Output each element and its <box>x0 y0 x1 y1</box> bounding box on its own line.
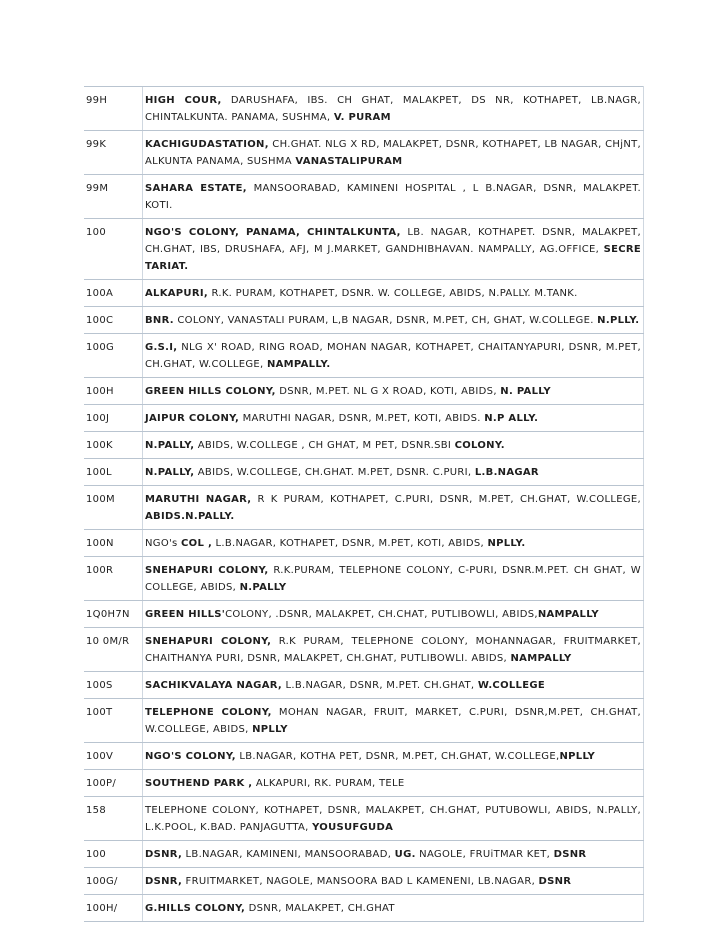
route-stop-highlight: N.P ALLY. <box>484 413 539 424</box>
route-stop-highlight: DSNR <box>553 849 587 860</box>
route-table <box>84 86 644 922</box>
route-stop-text: R.K PURAM, TELEPHONE COLONY, MOHANNAGAR, FRUITMARKET, CHAITHANYA PURI, DSNR, MALAKPET, CH.GHAT, PUTLIBOWLI. ABIDS, <box>145 636 641 664</box>
route-stops <box>143 307 644 334</box>
route-stop-highlight: N.PALLY, <box>145 467 195 478</box>
route-stop-highlight: SAHARA ESTATE, <box>145 183 247 194</box>
route-stop-highlight: COL , <box>181 538 213 549</box>
route-stop-text: FRUITMARKET, NAGOLE, MANSOORA BAD L KAMENENI, LB.NAGAR, <box>182 876 539 887</box>
route-number: 100R <box>84 557 143 601</box>
route-row <box>84 280 644 307</box>
route-row <box>84 405 644 432</box>
route-stop-text: NGO's <box>145 538 182 549</box>
route-stop-highlight: TELEPHONE COLONY, <box>145 707 272 718</box>
route-row <box>84 868 644 895</box>
route-number: 1Q0H7N <box>84 601 143 628</box>
route-stop-highlight: GREEN HILLS COLONY, <box>145 386 276 397</box>
route-stop-text: DARUSHAFA, IBS. CH GHAT, MALAKPET, DS NR, KOTHAPET, LB.NAGR, CHINTALKUNTA. PANAMA, SUSHMA, <box>145 95 641 123</box>
route-stop-highlight: DSNR, <box>145 849 183 860</box>
route-stops <box>143 280 644 307</box>
route-stop-highlight: SOUTHEND PARK , <box>145 778 253 789</box>
route-stop-text: CH.GHAT. NLG X RD, MALAKPET, DSNR, KOTHAPET, LB NAGAR, CHjNT, ALKUNTA PANAMA, SUSHMA <box>145 139 641 167</box>
route-stops <box>143 175 644 219</box>
route-stops <box>143 459 644 486</box>
route-stop-highlight: MARUTHI NAGAR, <box>145 494 252 505</box>
route-stop-text: NAGOLE, FRUiTMAR KET, <box>415 849 554 860</box>
route-stop-highlight: N. PALLY <box>500 386 551 397</box>
route-number: 100H <box>84 378 143 405</box>
route-stops <box>143 334 644 378</box>
route-stop-highlight: NAMPALLY <box>537 609 599 620</box>
route-number: 100T <box>84 699 143 743</box>
route-stop-text: DSNR, MALAKPET, CH.GHAT <box>245 903 395 914</box>
route-number: 99H <box>84 87 143 131</box>
route-stop-text: R.K. PURAM, KOTHAPET, DSNR. W. COLLEGE, ABIDS, N.PALLY. M.TANK. <box>207 288 578 299</box>
route-stop-highlight: V. PURAM <box>333 112 391 123</box>
route-stops <box>143 797 644 841</box>
route-stops <box>143 699 644 743</box>
route-number: 100P/ <box>84 770 143 797</box>
route-stop-highlight: COLONY. <box>454 440 505 451</box>
route-row <box>84 743 644 770</box>
route-row <box>84 432 644 459</box>
route-stops <box>143 557 644 601</box>
route-row <box>84 530 644 557</box>
route-stop-text: MARUTHI NAGAR, DSNR, M.PET, KOTI, ABIDS. <box>239 413 485 424</box>
route-stops <box>143 87 644 131</box>
route-number: 100N <box>84 530 143 557</box>
route-row <box>84 797 644 841</box>
route-stops <box>143 743 644 770</box>
route-stops <box>143 601 644 628</box>
route-row <box>84 459 644 486</box>
route-stop-highlight: N.PLLY. <box>597 315 640 326</box>
route-stops <box>143 432 644 459</box>
route-stop-highlight: YOUSUFGUDA <box>312 822 394 833</box>
route-row <box>84 486 644 530</box>
route-stop-highlight: JAIPUR COLONY, <box>145 413 240 424</box>
route-stops <box>143 405 644 432</box>
route-stop-highlight: DSNR, <box>145 876 183 887</box>
route-row <box>84 175 644 219</box>
route-stops <box>143 530 644 557</box>
route-row <box>84 628 644 672</box>
route-row <box>84 131 644 175</box>
route-stop-highlight: NGO'S COLONY, <box>145 751 236 762</box>
route-row <box>84 307 644 334</box>
route-stop-highlight: HIGH COUR, <box>145 95 222 106</box>
route-number: 100C <box>84 307 143 334</box>
route-stop-text: R K PURAM, KOTHAPET, C.PURI, DSNR, M.PET, CH.GHAT, W.COLLEGE, <box>251 494 641 505</box>
route-stops <box>143 868 644 895</box>
route-number: 100H/ <box>84 895 143 922</box>
route-stops <box>143 378 644 405</box>
route-document <box>84 86 644 922</box>
route-stop-highlight: SECRE TARIAT. <box>145 244 641 272</box>
route-row <box>84 699 644 743</box>
route-stop-text: COLONY, .DSNR, MALAKPET, CH.CHAT, PUTLIBOWLI, ABIDS, <box>225 609 538 620</box>
route-stop-highlight: G.HILLS COLONY, <box>145 903 246 914</box>
route-stop-highlight: G.S.I, <box>145 342 178 353</box>
route-row <box>84 895 644 922</box>
route-stops <box>143 672 644 699</box>
route-stop-highlight: BNR. <box>145 315 174 326</box>
route-stop-highlight: NAMPALLY. <box>266 359 331 370</box>
route-row <box>84 770 644 797</box>
route-stops <box>143 841 644 868</box>
route-stop-text: L.B.NAGAR, DSNR, M.PET. CH.GHAT, <box>282 680 478 691</box>
route-stop-text: LB. NAGAR, KOTHAPET. DSNR, MALAKPET, CH.GHAT, IBS, DRUSHAFA, AFJ, M J.MARKET, GANDHIBHAVAN. NAMPALLY, AG.OFFICE, <box>145 227 641 255</box>
route-stop-text: COLONY, VANASTALI PURAM, L,B NAGAR, DSNR, M.PET, CH, GHAT, W.COLLEGE. <box>173 315 598 326</box>
route-stop-highlight: SNEHAPURI COLONY, <box>145 565 269 576</box>
route-number: 100G/ <box>84 868 143 895</box>
route-stop-text: LB.NAGAR, KOTHA PET, DSNR, M.PET, CH.GHAT, W.COLLEGE, <box>235 751 560 762</box>
route-number: 100G <box>84 334 143 378</box>
route-number: 99K <box>84 131 143 175</box>
route-stop-highlight: VANASTALIPURAM <box>295 156 403 167</box>
route-stop-highlight: NAMPALLY <box>510 653 572 664</box>
route-number: 100V <box>84 743 143 770</box>
route-number: 100K <box>84 432 143 459</box>
route-row <box>84 334 644 378</box>
route-stop-highlight: SACHIKVALAYA NAGAR, <box>145 680 283 691</box>
route-stop-text: ABIDS, W.COLLEGE, CH.GHAT. M.PET, DSNR. C.PURI, <box>194 467 475 478</box>
route-number: 158 <box>84 797 143 841</box>
route-stop-highlight: KACHIGUDASTATION, <box>145 139 269 150</box>
route-stop-text: L.B.NAGAR, KOTHAPET, DSNR, M.PET, KOTI, ABIDS, <box>212 538 488 549</box>
route-stop-highlight: ABIDS.N.PALLY. <box>145 511 235 522</box>
route-stop-highlight: DSNR <box>538 876 572 887</box>
route-stop-text: MOHAN NAGAR, FRUIT, MARKET, C.PURI, DSNR,M.PET, CH.GHAT, W.COLLEGE, ABIDS, <box>145 707 641 735</box>
route-number: 100S <box>84 672 143 699</box>
route-stops <box>143 628 644 672</box>
route-row <box>84 557 644 601</box>
route-stop-text: NLG X' ROAD, RING ROAD, MOHAN NAGAR, KOTHAPET, CHAITANYAPURI, DSNR, M.PET, CH.GHAT, W.COLLEGE, <box>145 342 641 370</box>
route-stop-highlight: N.PALLY, <box>145 440 195 451</box>
route-number: 100A <box>84 280 143 307</box>
route-stop-text: R.K.PURAM, TELEPHONE COLONY, C-PURI, DSNR.M.PET. CH GHAT, W COLLEGE, ABIDS, <box>145 565 641 593</box>
route-stop-highlight: NPLLY <box>252 724 288 735</box>
route-number: 100L <box>84 459 143 486</box>
route-stop-highlight: N.PALLY <box>239 582 287 593</box>
route-stop-text: ALKAPURI, RK. PURAM, TELE <box>252 778 405 789</box>
route-row <box>84 841 644 868</box>
route-stop-highlight: UG. <box>394 849 416 860</box>
route-stops <box>143 219 644 280</box>
route-stop-text: TELEPHONE COLONY, KOTHAPET, DSNR, MALAKPET, CH.GHAT, PUTUBOWLI, ABIDS, N.PALLY, L.K.POOL, K.BAD. PANJAGUTTA, <box>145 805 641 833</box>
route-number: 100 <box>84 219 143 280</box>
route-number: 100M <box>84 486 143 530</box>
route-stops <box>143 895 644 922</box>
route-stop-text: LB.NAGAR, KAMINENI, MANSOORABAD, <box>182 849 395 860</box>
route-stop-highlight: NPLLY. <box>487 538 526 549</box>
route-stop-highlight: ALKAPURI, <box>145 288 208 299</box>
route-row <box>84 672 644 699</box>
route-row <box>84 378 644 405</box>
route-number: 99M <box>84 175 143 219</box>
route-stop-text: ABIDS, W.COLLEGE , CH GHAT, M PET, DSNR.SBI <box>194 440 455 451</box>
route-stops <box>143 131 644 175</box>
route-stops <box>143 770 644 797</box>
route-stop-text: MANSOORABAD, KAMINENI HOSPITAL , L B.NAGAR, DSNR, MALAKPET. KOTI. <box>145 183 641 211</box>
route-stop-highlight: SNEHAPURI COLONY, <box>145 636 272 647</box>
route-stop-highlight: W.COLLEGE <box>477 680 545 691</box>
route-stop-text: DSNR, M.PET. NL G X ROAD, KOTI, ABIDS, <box>275 386 501 397</box>
route-stop-highlight: NPLLY <box>559 751 596 762</box>
route-row <box>84 87 644 131</box>
route-number: 100J <box>84 405 143 432</box>
route-row <box>84 219 644 280</box>
route-number: 100 <box>84 841 143 868</box>
route-stops <box>143 486 644 530</box>
route-table-body <box>84 87 644 922</box>
route-row <box>84 601 644 628</box>
route-stop-highlight: NGO'S COLONY, PANAMA, CHINTALKUNTA, <box>145 227 401 238</box>
route-stop-highlight: L.B.NAGAR <box>474 467 539 478</box>
route-stop-highlight: GREEN HILLS' <box>145 609 226 620</box>
route-number: 10 0M/R <box>84 628 143 672</box>
